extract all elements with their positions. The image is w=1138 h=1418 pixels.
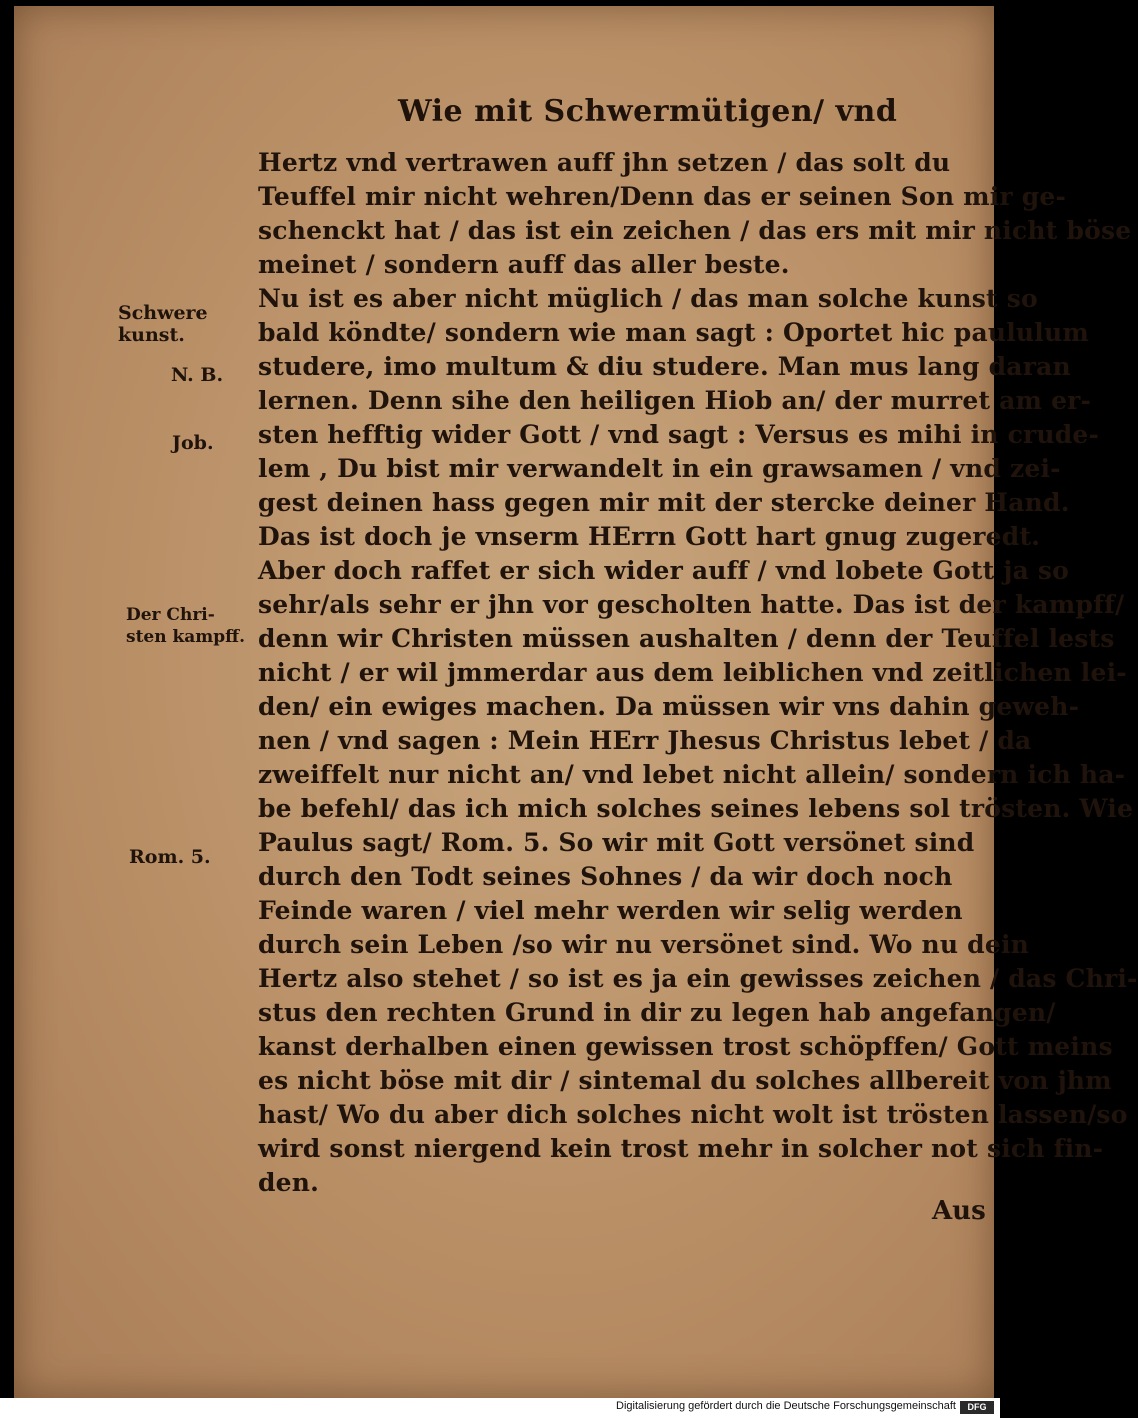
book-page — [14, 6, 1138, 1398]
text-line: kanst derhalben einen gewissen trost schöpffen/ Gott meins — [258, 1032, 1113, 1061]
text-line: gest deinen hass gegen mir mit der stercke deiner Hand. — [258, 488, 1070, 517]
text-line: lem , Du bist mir verwandelt in ein grawsamen / vnd zei- — [258, 454, 1061, 483]
text-line: stus den rechten Grund in dir zu legen hab angefangen/ — [258, 998, 1056, 1027]
text-line: zweiffelt nur nicht an/ vnd lebet nicht allein/ sondern ich ha- — [258, 760, 1126, 789]
footer-bar — [0, 1398, 1000, 1418]
text-line: Hertz vnd vertrawen auff jhn setzen / das solt du — [258, 148, 951, 177]
text-line: Paulus sagt/ Rom. 5. So wir mit Gott versönet sind — [258, 828, 975, 857]
text-line: Feinde waren / viel mehr werden wir selig werden — [258, 896, 963, 925]
text-line: sehr/als sehr er jhn vor gescholten hatte. Das ist der kampff/ — [258, 590, 1125, 619]
text-line: nicht / er wil jmmerdar aus dem leiblichen vnd zeitlichen lei- — [258, 658, 1127, 687]
marginal-note-line: Job. — [172, 432, 214, 454]
text-line: schenckt hat / das ist ein zeichen / das ers mit mir nicht böse — [258, 216, 1132, 245]
text-line: es nicht böse mit dir / sintemal du solches allbereit von jhm — [258, 1066, 1112, 1095]
marginal-note-line: kunst. — [118, 324, 185, 346]
text-line: be befehl/ das ich mich solches seines lebens sol trösten. Wie — [258, 794, 1134, 823]
text-line: den/ ein ewiges machen. Da müssen wir vns dahin geweh- — [258, 692, 1080, 721]
marginal-note-line: Rom. 5. — [129, 846, 211, 868]
text-line: denn wir Christen müssen aushalten / denn der Teuffel lests — [258, 624, 1115, 653]
text-line: Teuffel mir nicht wehren/Denn das er seinen Son mir ge- — [258, 182, 1067, 211]
text-line: meinet / sondern auff das aller beste. — [258, 250, 790, 279]
marginal-note-schwere-kunst — [118, 302, 258, 346]
marginal-note-line: sten kampff. — [126, 627, 246, 647]
text-line: durch sein Leben /so wir nu versönet sind. Wo nu dein — [258, 930, 1030, 959]
text-line: Aber doch raffet er sich wider auff / vnd lobete Gott ja so — [258, 556, 1070, 585]
text-line: durch den Todt seines Sohnes / da wir doch noch — [258, 862, 953, 891]
marginal-note-line: Der Chri- — [126, 605, 215, 625]
running-head: Wie mit Schwermütigen/ vnd — [398, 94, 898, 129]
text-line: Das ist doch je vnserm HErrn Gott hart gnug zugeredt. — [258, 522, 1041, 551]
text-line: nen / vnd sagen : Mein HErr Jhesus Christus lebet / da — [258, 726, 1032, 755]
text-line: sten hefftig wider Gott / vnd sagt : Versus es mihi in crude- — [258, 420, 1100, 449]
text-line: bald köndte/ sondern wie man sagt : Oportet hic paululum — [258, 318, 1090, 347]
text-line: studere, imo multum & diu studere. Man mus lang daran — [258, 352, 1071, 381]
marginal-note-line: Schwere — [118, 302, 208, 324]
text-line: den. — [258, 1168, 320, 1197]
text-line: wird sonst niergend kein trost mehr in solcher not sich fin- — [258, 1134, 1104, 1163]
text-line: Nu ist es aber nicht müglich / das man solche kunst so — [258, 284, 1038, 313]
funding-credit: Digitalisierung gefördert durch die Deutsche Forschungsgemeinschaft — [616, 1400, 956, 1412]
text-line: hast/ Wo du aber dich solches nicht wolt ist trösten lassen/so — [258, 1100, 1128, 1129]
dfg-logo-icon: DFG — [960, 1401, 994, 1414]
marginal-note-christen-kampff — [126, 604, 266, 648]
text-line: lernen. Denn sihe den heiligen Hiob an/ der murret am er- — [258, 386, 1092, 415]
catchword: Aus — [932, 1196, 986, 1226]
text-line: Hertz also stehet / so ist es ja ein gewisses zeichen / das Chri- — [258, 964, 1138, 993]
marginal-note-line: N. B. — [171, 364, 224, 386]
marginal-note-rom5 — [129, 846, 269, 868]
body-text — [258, 146, 1138, 1200]
